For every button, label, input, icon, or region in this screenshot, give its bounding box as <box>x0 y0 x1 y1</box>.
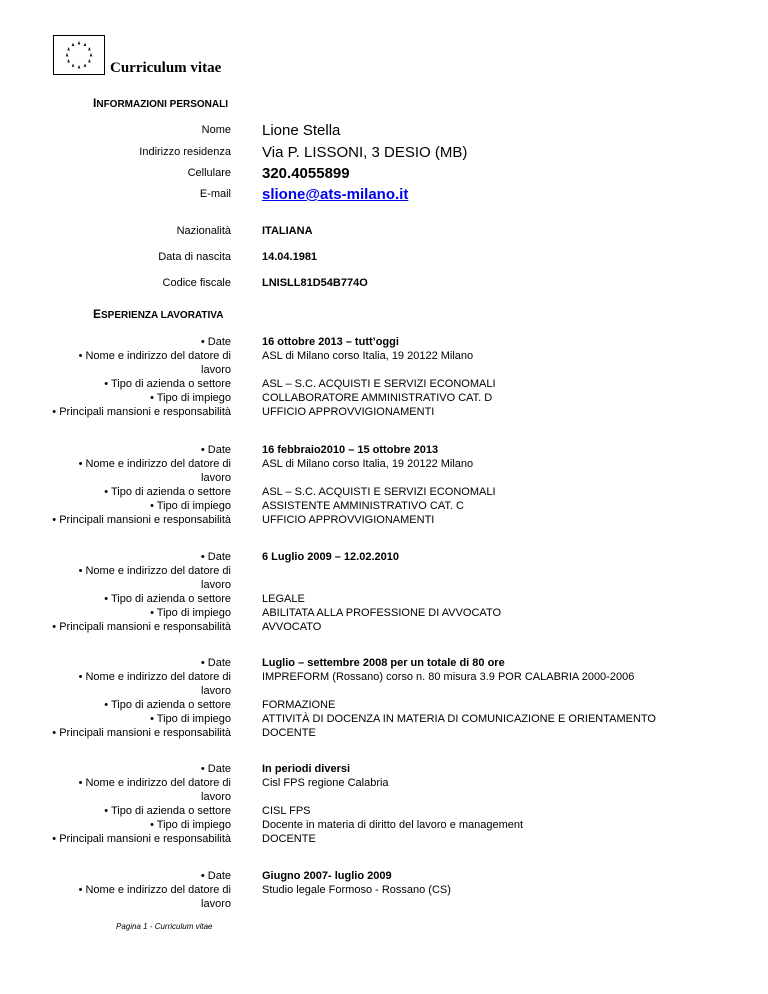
entry-employer: Cisl FPS regione Calabria <box>262 777 389 789</box>
entry-date: Luglio – settembre 2008 per un totale di 80 ore <box>262 657 505 669</box>
entry-duties: UFFICIO APPROVVIGIONAMENTI <box>262 406 435 418</box>
entry-employer: Studio legale Formoso - Rossano (CS) <box>262 884 451 896</box>
entry-date: 16 ottobre 2013 – tutt’oggi <box>262 336 399 348</box>
entry-date: Giugno 2007- luglio 2009 <box>262 870 392 882</box>
entry-values <box>262 443 496 527</box>
entry-job-type: ASSISTENTE AMMINISTRATIVO CAT. C <box>262 500 464 512</box>
entry-values <box>262 869 451 897</box>
document-title: Curriculum vitae <box>110 60 222 76</box>
entry-labels: • Date • Nome e indirizzo del datore di lavoro • Tipo di azienda o settore • Tipo di impiego • Principali mansioni e responsabilità <box>52 444 231 526</box>
tax-code-label: Codice fiscale <box>162 277 231 289</box>
email-link[interactable]: slione@ats-milano.it <box>262 186 409 203</box>
entry-sector: ASL – S.C. ACQUISTI E SERVIZI ECONOMALI <box>262 486 496 498</box>
entry-duties: DOCENTE <box>262 727 316 739</box>
entry-job-type: ATTIVITÀ DI DOCENZA IN MATERIA DI COMUNICAZIONE E ORIENTAMENTO <box>262 713 656 725</box>
entry-values <box>262 656 656 740</box>
phone-value: 320.4055899 <box>262 165 350 182</box>
tax-code-value: LNISLL81D54B774O <box>262 277 368 289</box>
entry-job-type: Docente in materia di diritto del lavoro e management <box>262 819 524 831</box>
entry-labels: • Date • Nome e indirizzo del datore di lavoro <box>78 870 231 910</box>
entry-sector: ASL – S.C. ACQUISTI E SERVIZI ECONOMALI <box>262 378 496 390</box>
entry-sector: CISL FPS <box>262 805 311 817</box>
entry-values <box>262 550 501 634</box>
entry-values <box>262 762 523 846</box>
entry-labels: • Date • Nome e indirizzo del datore di lavoro • Tipo di azienda o settore • Tipo di impiego • Principali mansioni e responsabilità <box>52 763 231 845</box>
name-value: Lione Stella <box>262 122 341 139</box>
personal-info-heading: INFORMAZIONI PERSONALI <box>93 96 229 110</box>
birthdate-value: 14.04.1981 <box>262 251 318 263</box>
nationality-label: Nazionalità <box>176 225 231 237</box>
entry-duties: UFFICIO APPROVVIGIONAMENTI <box>262 514 435 526</box>
eu-flag-icon <box>53 35 105 75</box>
entry-sector: LEGALE <box>262 593 305 605</box>
address-label: Indirizzo residenza <box>139 146 231 158</box>
email-label: E-mail <box>199 188 231 200</box>
entry-employer: IMPREFORM (Rossano) corso n. 80 misura 3.9 POR CALABRIA 2000-2006 <box>262 671 635 683</box>
entry-date: 6 Luglio 2009 – 12.02.2010 <box>262 551 399 563</box>
work-experience-heading: ESPERIENZA LAVORATIVA <box>93 307 224 321</box>
entry-date: 16 febbraio2010 – 15 ottobre 2013 <box>262 444 439 456</box>
page-footer: Pagina 1 - Curriculum vitae <box>116 922 213 931</box>
phone-label: Cellulare <box>187 167 231 179</box>
entry-labels: • Date • Nome e indirizzo del datore di lavoro • Tipo di azienda o settore • Tipo di impiego • Principali mansioni e responsabilità <box>52 336 231 418</box>
entry-labels: • Date • Nome e indirizzo del datore di lavoro • Tipo di azienda o settore • Tipo di impiego • Principali mansioni e responsabilità <box>52 551 231 633</box>
entry-job-type: COLLABORATORE AMMINISTRATIVO CAT. D <box>262 392 493 404</box>
name-label: Nome <box>201 124 231 136</box>
entry-sector: FORMAZIONE <box>262 699 336 711</box>
entry-values <box>262 335 496 419</box>
nationality-value: ITALIANA <box>262 225 313 237</box>
birthdate-label: Data di nascita <box>158 251 231 263</box>
entry-labels: • Date • Nome e indirizzo del datore di lavoro • Tipo di azienda o settore • Tipo di impiego • Principali mansioni e responsabilità <box>52 657 231 739</box>
entry-duties: AVVOCATO <box>262 621 322 633</box>
entry-employer: ASL di Milano corso Italia, 19 20122 Milano <box>262 350 474 362</box>
entry-date: In periodi diversi <box>262 763 351 775</box>
address-value: Via P. LISSONI, 3 DESIO (MB) <box>262 144 468 161</box>
entry-employer: ASL di Milano corso Italia, 19 20122 Milano <box>262 458 474 470</box>
entry-job-type: ABILITATA ALLA PROFESSIONE DI AVVOCATO <box>262 607 502 619</box>
entry-duties: DOCENTE <box>262 833 316 845</box>
